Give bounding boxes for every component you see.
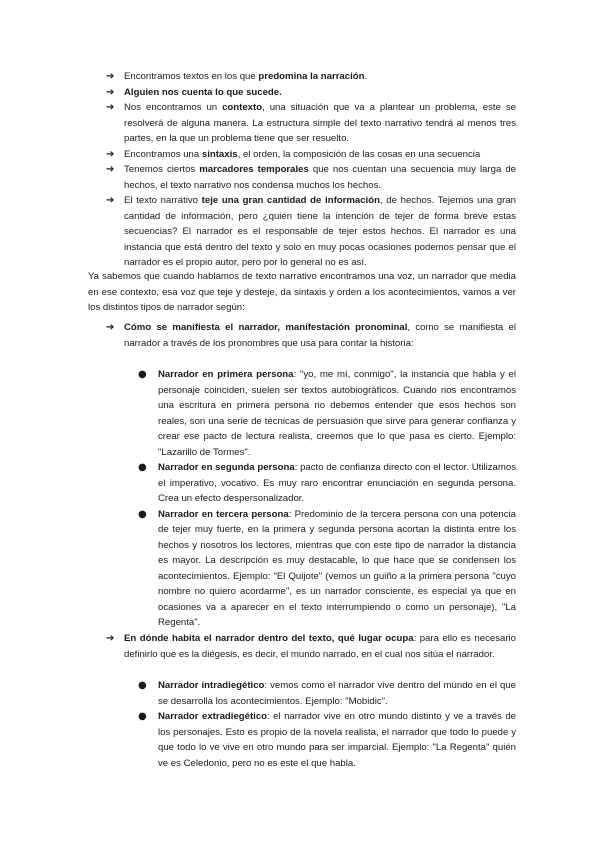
item-bold: Narrador en primera persona [158, 369, 294, 380]
intro-list [88, 69, 516, 271]
body-paragraph-container [88, 269, 516, 316]
item-bold: contexto [222, 102, 263, 113]
section-heading-bold: En dónde habita el narrador dentro del texto, qué lugar ocupa [124, 633, 414, 644]
item-text: : Predominio de la tercera persona con una potencia de tejer muy fuerte, en la primera y segunda persona acortan la distinta entre los hechos y nosotros los lectores, mientras que con este tipo de narrador la distancia es mayor. La descripción es muy destacable, lo que hace que se condensen los acontecimientos. Ejemplo: "El Quijote" (vemos un guiño a la primera persona "cuyo nombre no quiero acordarme", es un narrador consciente, es especial ya que en ocasiones va a aparecer en el texto interrumpiendo o como un personaje), "La Regenta". [158, 508, 516, 628]
list-item [88, 85, 516, 101]
item-text: : el narrador vive en otro mundo distinto y ve a través de los personajes. Esto es propio de la novela realista, el narrador que todo lo puede y que todo lo ve vive en otro mundo para ser imparcial. Ejemplo: "La Regenta" quién ve es Celedonio, pero no es este el que habla. [158, 711, 517, 769]
item-text: Encontramos una [124, 148, 202, 160]
list-item [88, 162, 516, 193]
bullet-icon: ● [138, 508, 147, 520]
intro-list-container [88, 69, 516, 271]
list-item [88, 507, 516, 631]
item-text: Tenemos ciertos [124, 164, 200, 175]
item-text: : pacto de confianza directo con el lector. Utilizamos el imperativo, vocativo. Es muy raro encontrar enunciación en segunda persona. Crea un efecto despersonalizador. [158, 462, 516, 504]
list-item [88, 367, 516, 460]
list-item [88, 460, 516, 507]
section-pronominal [88, 320, 516, 351]
item-bold: Alguien nos cuenta lo que sucede. [124, 86, 282, 98]
item-text: : vemos como el narrador vive dentro del mundo en el que se desarrolla los acontecimientos. Ejemplo: "Mobidic". [158, 680, 516, 707]
section-heading-list [88, 320, 516, 351]
item-text: El texto narrativo [124, 195, 202, 206]
list-item [88, 69, 516, 85]
section-heading-bold: Cómo se manifiesta el narrador, manifestación pronominal [124, 322, 408, 333]
list-item [88, 709, 516, 771]
section-heading [88, 631, 516, 662]
list-item [88, 147, 516, 163]
arrow-icon: ➔ [106, 322, 115, 333]
narrator-types-list [88, 367, 516, 631]
section-pronominal-list-container [88, 367, 516, 631]
bullet-icon: ● [138, 369, 147, 380]
item-bold: Narrador intradiegético [158, 680, 265, 691]
item-text: : "yo, me mí, conmigo", la instancia que habla y el personaje coinciden, suelen ser textos autobiográficos. Cuando nos encontramos una escritura en primera persona no debemos entender que esos hechos son reales, son una serie de técnicas de persuasión que sirve para generar confianza y crear ese pacto de lectura realista, creemos que lo que pasa es cierto. Ejemplo: "Lazarillo de Tormes". [158, 369, 516, 458]
item-bold: sintaxis [201, 148, 238, 160]
item-bold: teje una gran cantidad de información [201, 195, 380, 206]
item-bold: Narrador extradiegético [158, 711, 268, 722]
section-heading [88, 320, 516, 351]
item-text: , de hechos. Tejemos una gran cantidad de información, pero ¿quién tiene la intención de tejer de forma breve estas secuencias? El narrador es el responsable de tejer estos hechos. El narrador es una instancia que está dentro del texto y solo en muy pocas ocasiones podemos pensar que el narrador es el propio autor, pero por lo general no es así. [124, 195, 517, 268]
arrow-icon: ➔ [106, 195, 115, 206]
item-bold: marcadores temporales [199, 164, 309, 175]
arrow-icon: ➔ [106, 633, 115, 644]
item-bold: Narrador en tercera persona [158, 508, 289, 520]
body-paragraph: Ya sabemos que cuando hablamos de texto narrativo encontramos una voz, un narrador que media en ese contexto, esa voz que teje y desteje, da sintaxis y orden a los acontecimientos, vamos a ver los distintos tipos de narrador según: [88, 271, 516, 313]
arrow-icon: ➔ [106, 164, 115, 175]
bullet-icon: ● [138, 680, 147, 691]
list-item [88, 100, 516, 147]
bullet-icon: ● [138, 462, 147, 473]
section-diegesis-list-container [88, 678, 516, 771]
item-bold: Narrador en segunda persona [158, 462, 295, 473]
arrow-icon: ➔ [106, 71, 115, 82]
arrow-icon: ➔ [106, 102, 115, 113]
item-text: . [364, 71, 368, 82]
arrow-icon: ➔ [106, 86, 115, 98]
section-heading-text: : para ello es necesario definirlo que es la diégesis, es decir, el mundo narrado, en el cual nos sitúa el narrador. [124, 633, 516, 660]
item-text: , una situación que va a plantear un problema, este se resolverá de alguna manera. La estructura simple del texto narrativo tendrá al menos tres partes, en la que un problema tiene que ser resuelto. [124, 102, 517, 144]
section-heading-text: , como se manifiesta el narrador a través de los pronombres que usa para contar la historia: [124, 322, 516, 349]
bullet-icon: ● [138, 711, 147, 722]
item-text: Nos encontramos un [124, 102, 223, 113]
arrow-icon: ➔ [106, 148, 115, 160]
item-text: Encontramos textos en los que [124, 71, 259, 82]
list-item [88, 678, 516, 709]
diegesis-types-list [88, 678, 516, 771]
section-diegesis [88, 631, 516, 662]
item-text: , el orden, la composición de las cosas en una secuencia [237, 148, 481, 160]
item-text: que nos cuentan una secuencia muy larga de hechos, el texto narrativo nos condensa muchos los hechos. [124, 164, 516, 191]
section-heading-list [88, 631, 516, 662]
item-bold: predomina la narración [258, 71, 365, 82]
list-item [88, 193, 516, 271]
